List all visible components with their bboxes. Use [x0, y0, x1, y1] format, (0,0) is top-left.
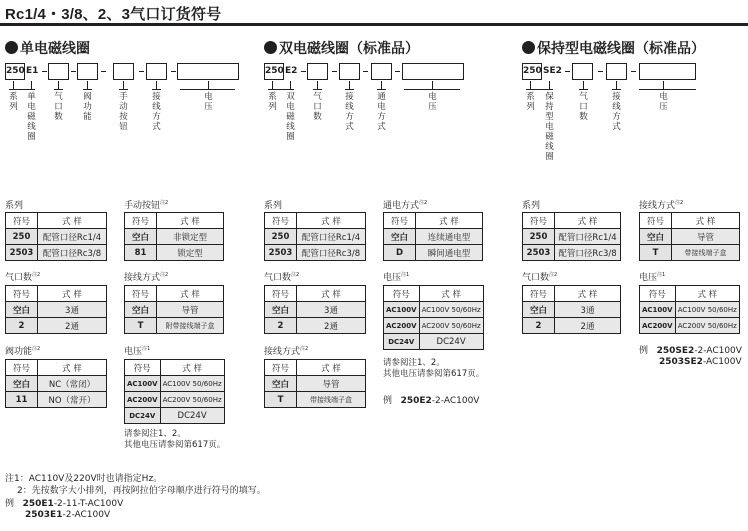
dash: [395, 71, 400, 72]
code-field-box-voltage: [402, 63, 464, 80]
field-label-voltage: 电压: [428, 92, 437, 112]
code-field-box-voltage: [177, 63, 239, 80]
prefix-code-box: 250: [522, 63, 542, 80]
table-series: 符号 式 样 250 配管口径Rc1/4 2503 配管口径Rc3/8: [264, 212, 366, 261]
note-refer: 请参阅注1、2。: [124, 429, 186, 439]
table-manual-button: 符号 式 样 空白 非锁定型 81 锁定型: [124, 212, 224, 261]
footnote-example-2: 2503E1-2-AC100V: [25, 510, 111, 520]
prefix-suffix: SE2: [543, 66, 562, 76]
field-label-wiring: 接线方式: [345, 92, 354, 132]
table-row: 空白 非锁定型: [125, 229, 224, 245]
field-label-voltage: 电压: [204, 92, 213, 112]
field-label-valve-function: 阀功能: [83, 92, 92, 122]
dash: [332, 71, 337, 72]
table-wiring: 符号 式 样 空白 导管 T 带接线端子盒: [264, 359, 366, 408]
footnote-2: 2：先按数字大小排列，再按阿拉伯字母顺序进行符号的填写。: [17, 486, 266, 496]
table-label-voltage: 电压$^{注1}$: [124, 346, 151, 357]
table-label-ports: 气口数$^{注2}$: [5, 272, 41, 283]
table-row: 空白 3通: [523, 302, 621, 318]
note-other-voltage: 其他电压请参阅第617页。: [124, 440, 226, 450]
table-label-ports: 气口数$^{注2}$: [522, 272, 558, 283]
table-row: AC100V AC100V 50/60Hz: [125, 376, 225, 392]
field-label-double-solenoid: 双电磁线圈: [286, 92, 295, 142]
table-row: 空白 NC（常闭）: [6, 376, 107, 392]
code-field-box: [371, 63, 392, 80]
note-other-voltage: 其他电压请参阅第617页。: [383, 369, 485, 379]
field-label-single-solenoid: 单电磁线圈: [27, 92, 36, 142]
table-voltage: 符号 式 样 AC100V AC100V 50/60Hz AC200V AC200V 50/60Hz: [639, 285, 740, 334]
table-energize: 符号 式 样 空白 连续通电型 D 瞬间通电型: [383, 212, 483, 261]
dash: [631, 71, 636, 72]
field-label-ports: 气口数: [54, 92, 63, 122]
bullet-icon: [5, 41, 18, 54]
table-label-wiring: 接线方式$^{注2}$: [124, 272, 169, 283]
code-field-box: [606, 63, 627, 80]
field-label-series: 系列: [9, 92, 18, 112]
table-row: 空白 连续通电型: [384, 229, 483, 245]
table-row: 2 2通: [265, 318, 366, 334]
table-row: 2503 配管口径Rc3/8: [265, 245, 366, 261]
table-label-series: 系列: [522, 201, 541, 211]
code-field-box: [339, 63, 360, 80]
dash: [598, 71, 603, 72]
field-label-ports: 气口数: [313, 92, 322, 122]
table-label-series: 系列: [264, 201, 283, 211]
table-label-wiring: 接线方式$^{注2}$: [264, 346, 309, 357]
page-title: Rc1/4・3/8、2、3气口订货符号: [5, 6, 222, 23]
dash: [42, 71, 47, 72]
table-row: D 瞬间通电型: [384, 245, 483, 261]
table-row: 2 2通: [523, 318, 621, 334]
field-label-manual-button: 手动按钮: [119, 92, 128, 132]
table-row: AC200V AC200V 50/60Hz: [125, 392, 225, 408]
dash: [301, 71, 306, 72]
table-voltage: 符号 式 样 AC100V AC100V 50/60Hz AC200V AC200V 50/60Hz DC24V DC24V: [124, 359, 225, 424]
table-label-series: 系列: [5, 201, 24, 211]
table-wiring: 符号 式 样 空白 导管 T 附带接线端子盒: [124, 285, 224, 334]
table-row: 250 配管口径Rc1/4: [265, 229, 366, 245]
table-voltage: 符号 式 样 AC100V AC100V 50/60Hz AC200V AC200V 50/60Hz DC24V DC24V: [383, 285, 484, 350]
table-label-ports: 气口数$^{注2}$: [264, 272, 300, 283]
field-label-voltage: 电压: [659, 92, 668, 112]
table-row: 空白 导管: [640, 229, 740, 245]
footnote-1: 注1：AC110V及220V时也请指定Hz。: [5, 474, 163, 484]
dash: [363, 71, 368, 72]
field-label-ports: 气口数: [579, 92, 588, 122]
bullet-icon: [522, 41, 535, 54]
bullet-icon: [264, 41, 277, 54]
table-row: AC200V AC200V 50/60Hz: [640, 318, 740, 334]
dash: [565, 71, 570, 72]
table-row: T 带接线端子盒: [640, 245, 740, 261]
code-field-box: [572, 63, 593, 80]
section-heading-latching-solenoid: 保持型电磁线圈（标准品）: [522, 38, 705, 58]
note-refer: 请参阅注1、2。: [383, 358, 445, 368]
table-ports: 符号 式 样 空白 3通 2 2通: [522, 285, 621, 334]
table-label-voltage: 电压$^{注1}$: [639, 272, 666, 283]
table-wiring: 符号 式 样 空白 导管 T 带接线端子盒: [639, 212, 740, 261]
code-field-box: [146, 63, 167, 80]
table-label-valve-function: 阀功能$^{注2}$: [5, 346, 41, 357]
example-latching-1: 例 250SE2-2-AC100V: [639, 346, 742, 356]
table-label-voltage: 电压$^{注1}$: [383, 272, 410, 283]
table-row: AC200V AC200V 50/60Hz: [384, 318, 484, 334]
table-label-energize: 通电方式$^{注2}$: [383, 200, 428, 211]
table-row: 空白 导管: [265, 376, 366, 392]
table-row: 250 配管口径Rc1/4: [523, 229, 621, 245]
dash: [101, 71, 106, 72]
table-series: 符号 式 样 250 配管口径Rc1/4 2503 配管口径Rc3/8: [522, 212, 621, 261]
table-row: 11 NO（常开）: [6, 392, 107, 408]
dash: [171, 71, 176, 72]
table-label-manual-button: 手动按钮$^{注2}$: [124, 200, 169, 211]
dash: [71, 71, 76, 72]
footnote-example-1: 例 250E1-2-11-T-AC100V: [5, 499, 124, 509]
table-row: AC100V AC100V 50/60Hz: [384, 302, 484, 318]
section-heading-single-solenoid: 单电磁线圈: [5, 38, 90, 58]
field-label-latching-solenoid: 保持型电磁线圈: [545, 92, 554, 162]
table-valve-function: 符号 式 样 空白 NC（常闭） 11 NO（常开）: [5, 359, 107, 408]
table-row: AC100V AC100V 50/60Hz: [640, 302, 740, 318]
table-row: 空白 3通: [265, 302, 366, 318]
table-row: 2503 配管口径Rc3/8: [6, 245, 107, 261]
table-row: 2503 配管口径Rc3/8: [523, 245, 621, 261]
code-field-box: [48, 63, 69, 80]
table-row: DC24V DC24V: [384, 334, 484, 350]
table-series: 符号 式 样 250 配管口径Rc1/4 2503 配管口径Rc3/8: [5, 212, 107, 261]
table-row: 空白 导管: [125, 302, 224, 318]
title-rule: [0, 23, 748, 26]
table-row: 81 锁定型: [125, 245, 224, 261]
code-field-box-voltage: [639, 63, 696, 80]
code-field-box: [113, 63, 134, 80]
field-label-wiring: 接线方式: [152, 92, 161, 132]
prefix-code-box: 250: [5, 63, 25, 80]
table-ports: 符号 式 样 空白 3通 2 2通: [5, 285, 107, 334]
code-field-box: [307, 63, 328, 80]
field-label-wiring: 接线方式: [612, 92, 621, 132]
dash: [139, 71, 144, 72]
table-row: 2 2通: [6, 318, 107, 334]
prefix-code-box: 250: [264, 63, 284, 80]
table-row: T 附带接线端子盒: [125, 318, 224, 334]
field-label-energize: 通电方式: [377, 92, 386, 132]
section-heading-double-solenoid: 双电磁线圈（标准品）: [264, 38, 419, 58]
table-row: DC24V DC24V: [125, 408, 225, 424]
field-label-series: 系列: [526, 92, 535, 112]
table-ports: 符号 式 样 空白 3通 2 2通: [264, 285, 366, 334]
field-label-series: 系列: [268, 92, 277, 112]
table-row: 250 配管口径Rc1/4: [6, 229, 107, 245]
example-latching-2: 2503SE2-AC100V: [659, 357, 742, 367]
prefix-suffix: E2: [285, 66, 298, 76]
prefix-suffix: E1: [26, 66, 39, 76]
code-field-box: [77, 63, 98, 80]
table-row: T 带接线端子盒: [265, 392, 366, 408]
table-row: 空白 3通: [6, 302, 107, 318]
example-double: 例 250E2-2-AC100V: [383, 396, 480, 406]
table-label-wiring: 接线方式$^{注2}$: [639, 200, 684, 211]
